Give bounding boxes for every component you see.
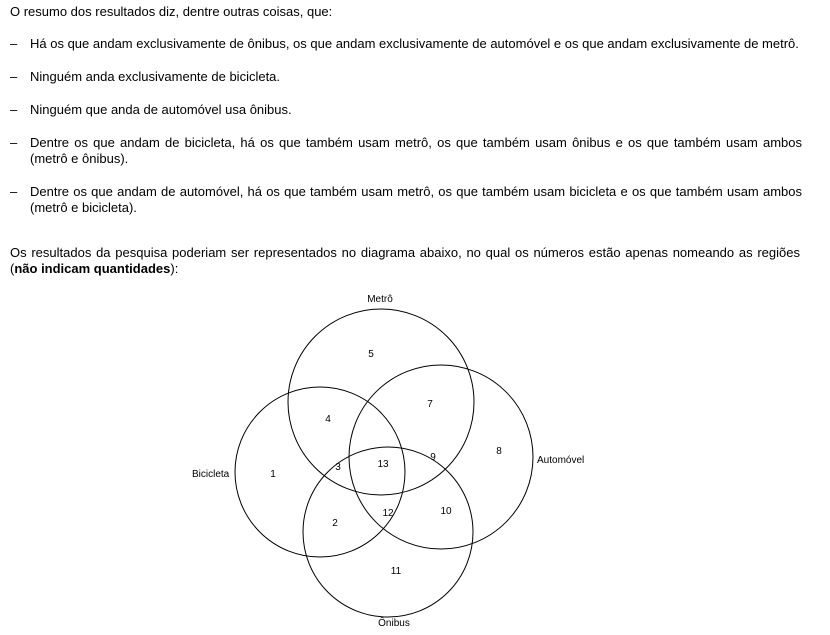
dash-marker: – xyxy=(10,102,18,117)
circle-automovel xyxy=(349,365,533,549)
list-item-text: Há os que andam exclusivamente de ônibus, os que andam exclusivamente de automóvel e os que andam exclusivamente de metrô. xyxy=(30,36,799,51)
dash-marker: – xyxy=(10,184,18,199)
set-label-onibus: Ônibus xyxy=(378,618,410,629)
set-label-bicicleta: Bicicleta xyxy=(192,469,230,480)
set-label-automovel: Automóvel xyxy=(537,455,585,466)
intro-text: O resumo dos resultados diz, dentre outras coisas, que: xyxy=(10,4,333,19)
dash-marker: – xyxy=(10,36,18,51)
list-item-text: Ninguém que anda de automóvel usa ônibus. xyxy=(30,102,292,117)
region-label: 11 xyxy=(390,566,402,577)
region-label: 13 xyxy=(377,459,389,470)
region-label: 1 xyxy=(270,469,276,480)
region-label: 4 xyxy=(325,414,331,425)
outro-bold: não indicam quantidades xyxy=(14,261,171,276)
region-label: 10 xyxy=(440,506,452,517)
list-item-text: Dentre os que andam de bicicleta, há os que também usam metrô, os que também usam ônibus e os que também usam ambos (metrô e ônibus). xyxy=(30,135,802,166)
outro-main: Os resultados da pesquisa poderiam ser representados no diagrama abaixo, no qual os números estão apenas nomeando as regiões ( xyxy=(10,245,800,276)
region-label: 5 xyxy=(368,349,374,360)
region-label: 12 xyxy=(382,508,394,519)
outro-end: ): xyxy=(170,261,179,276)
region-label: 8 xyxy=(496,446,502,457)
dash-marker: – xyxy=(10,135,18,150)
list-item-text: Ninguém anda exclusivamente de bicicleta. xyxy=(30,69,281,84)
region-label: 3 xyxy=(335,462,341,473)
set-label-metro: Metrô xyxy=(367,294,393,305)
dash-marker: – xyxy=(10,69,18,84)
region-label: 9 xyxy=(430,452,436,463)
list-item-text: Dentre os que andam de automóvel, há os que também usam metrô, os que também usam bicicleta e os que também usam ambos (metrô e bicicleta). xyxy=(30,184,802,215)
region-label: 2 xyxy=(332,518,338,529)
region-label: 7 xyxy=(427,399,433,410)
